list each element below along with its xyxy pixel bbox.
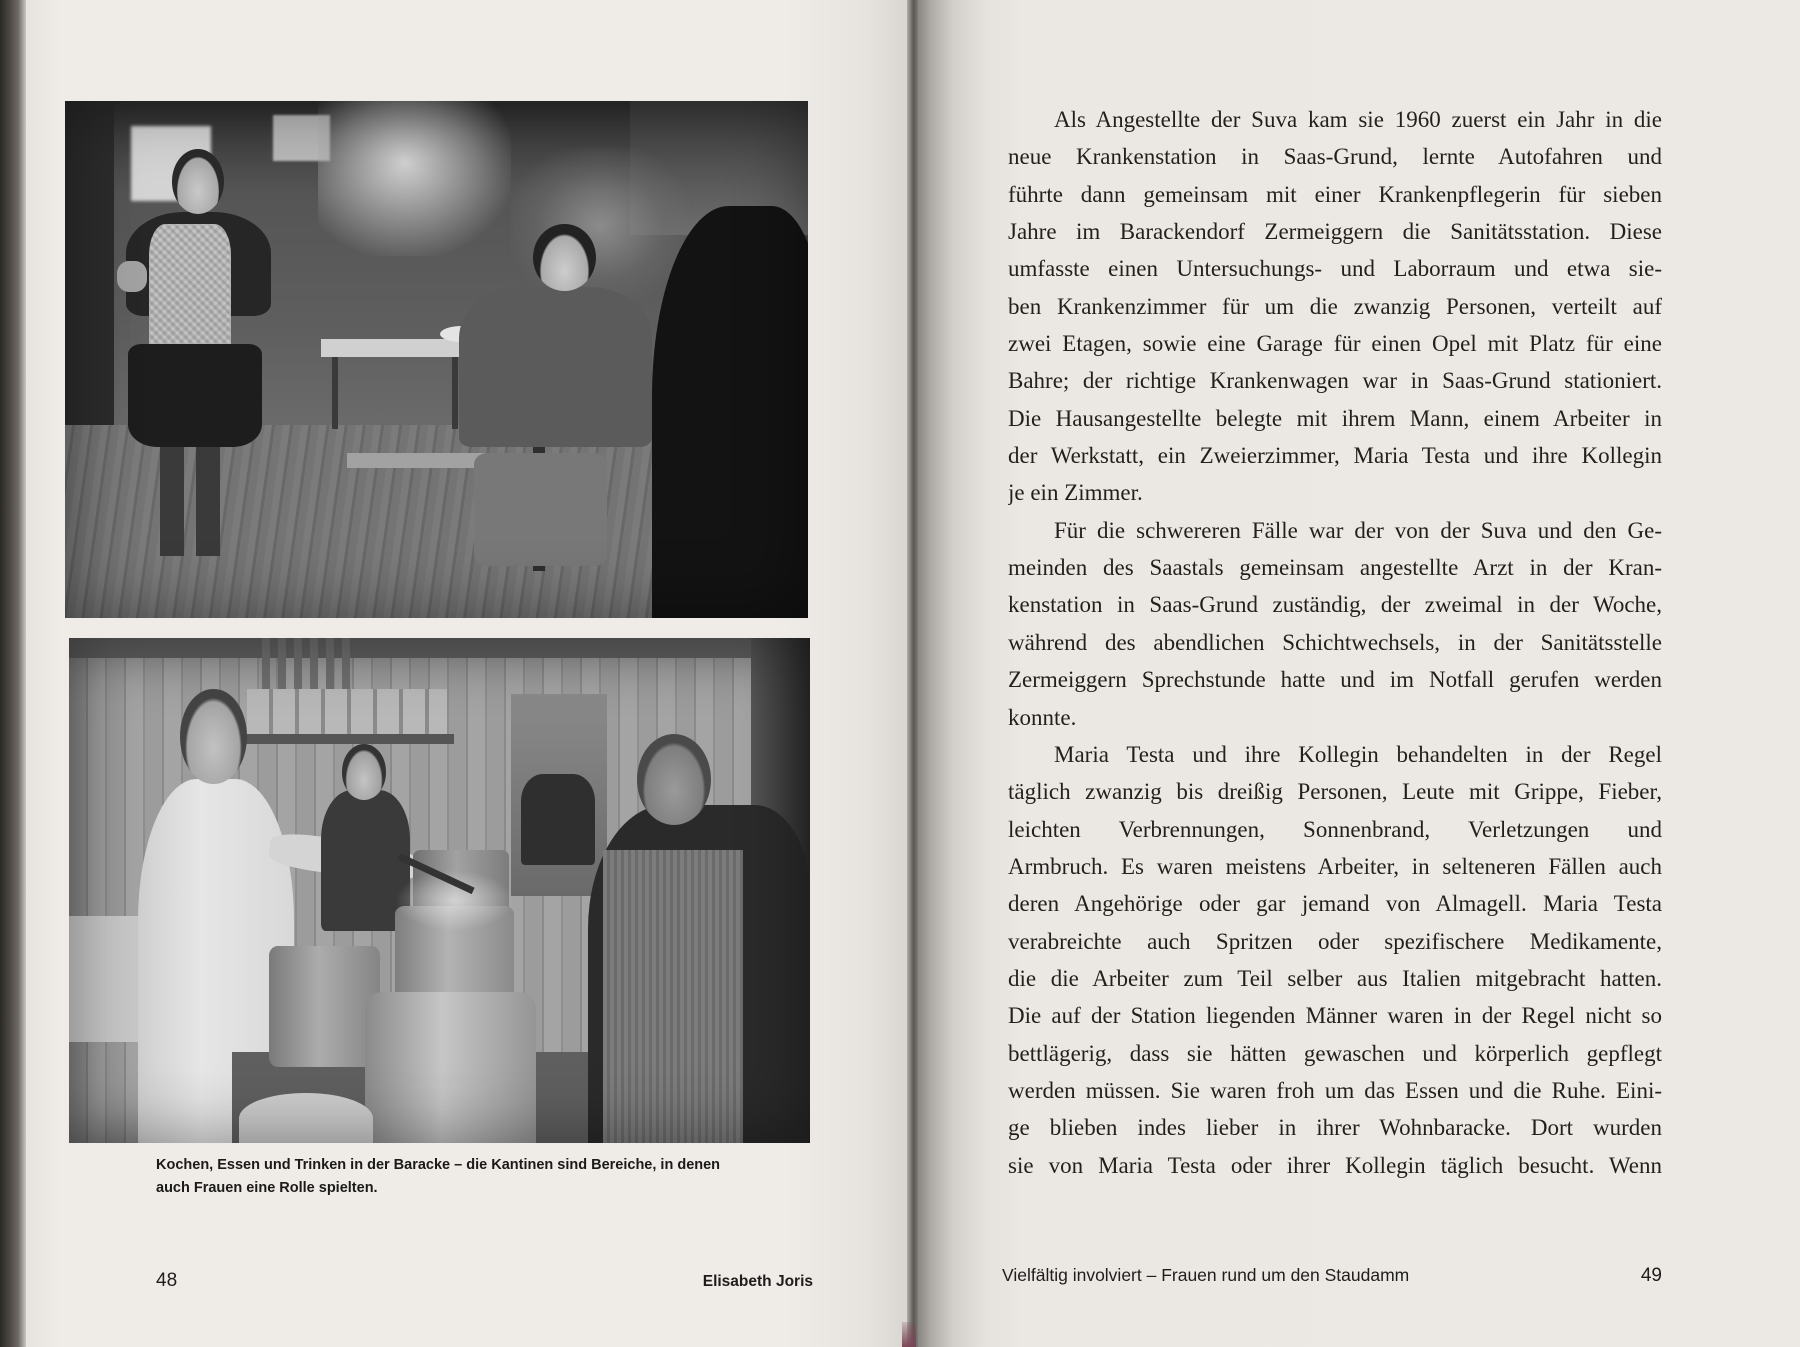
text-line: Bahre; der richtige Krankenwagen war in Saas-Grund stationiert. bbox=[1008, 368, 1662, 394]
left-page-footer bbox=[156, 1270, 813, 1292]
text-line: bettlägerig, dass sie hätten gewaschen und körperlich gepflegt bbox=[1008, 1040, 1662, 1066]
page-number-left: 48 bbox=[156, 1270, 178, 1291]
text-line: zwei Etagen, sowie eine Garage für einen Opel mit Platz für eine bbox=[1008, 331, 1662, 357]
text-line: der Werkstatt, ein Zweierzimmer, Maria Testa und ihre Kollegin bbox=[1008, 443, 1662, 469]
text-line: leichten Verbrennungen, Sonnenbrand, Verletzungen und bbox=[1008, 816, 1662, 842]
text-line: sie von Maria Testa oder ihrer Kollegin täglich besucht. Wenn bbox=[1008, 1152, 1662, 1178]
body-text bbox=[1008, 101, 1662, 1184]
text-line: umfasste einen Untersuchungs- und Laborraum und etwa sie- bbox=[1008, 256, 1662, 282]
text-line: Armbruch. Es waren meistens Arbeiter, in selteneren Fällen auch bbox=[1008, 853, 1662, 879]
text-line: täglich zwanzig bis dreißig Personen, Leute mit Grippe, Fieber, bbox=[1008, 779, 1662, 805]
text-line: verabreichte auch Spritzen oder spezifischere Medikamente, bbox=[1008, 928, 1662, 954]
text-line: ben Krankenzimmer für um die zwanzig Personen, verteilt auf bbox=[1008, 293, 1662, 319]
text-line: werden müssen. Sie waren froh um das Essen und die Ruhe. Eini- bbox=[1008, 1077, 1662, 1103]
paragraph bbox=[1008, 512, 1662, 736]
text-line: Maria Testa und ihre Kollegin behandelten in der Regel bbox=[1054, 741, 1662, 767]
text-line: ge blieben indes lieber in ihrer Wohnbaracke. Dort wurden bbox=[1008, 1115, 1662, 1141]
running-head: Vielfältig involviert – Frauen rund um den Staudamm bbox=[1002, 1265, 1410, 1285]
text-line: neue Krankenstation in Saas-Grund, lernte Autofahren und bbox=[1008, 144, 1662, 170]
book-block-edge bbox=[0, 0, 26, 1347]
bookmark-ribbon bbox=[902, 1322, 916, 1347]
text-line: Für die schwereren Fälle war der von der Suva und den Ge- bbox=[1054, 517, 1662, 543]
photo-caption bbox=[156, 1154, 816, 1200]
author-name: Elisabeth Joris bbox=[702, 1273, 813, 1290]
text-line: Zermeiggern Sprechstunde hatte und im Notfall gerufen werden bbox=[1008, 667, 1662, 693]
text-line: meinden des Saastals gemeinsam angestellte Arzt in der Kran- bbox=[1008, 555, 1662, 581]
photo2-vignette bbox=[69, 638, 810, 1143]
photo-canteen bbox=[65, 101, 808, 618]
text-line: führte dann gemeinsam mit einer Krankenpflegerin für sieben bbox=[1008, 181, 1662, 207]
page-number-right: 49 bbox=[1640, 1265, 1662, 1286]
text-line: die die Arbeiter zum Teil selber aus Italien mitgebracht hatten. bbox=[1008, 965, 1662, 991]
text-line: kenstation in Saas-Grund zuständig, der zweimal in der Woche, bbox=[1008, 592, 1662, 618]
right-page-footer bbox=[1002, 1265, 1662, 1287]
text-line: deren Angehörige oder gar jemand von Almagell. Maria Testa bbox=[1008, 891, 1662, 917]
caption-line: auch Frauen eine Rolle spielten. bbox=[156, 1180, 378, 1196]
paragraph bbox=[1008, 736, 1662, 1184]
paragraph bbox=[1008, 101, 1662, 512]
caption-line: Kochen, Essen und Trinken in der Baracke – die Kantinen sind Bereiche, in denen bbox=[156, 1157, 721, 1173]
text-line: konnte. bbox=[1008, 704, 1077, 730]
text-line: Als Angestellte der Suva kam sie 1960 zuerst ein Jahr in die bbox=[1054, 107, 1662, 132]
text-line: Die auf der Station liegenden Männer waren in der Regel nicht so bbox=[1008, 1003, 1662, 1029]
photo1-vignette bbox=[65, 101, 808, 618]
text-line: je ein Zimmer. bbox=[1008, 480, 1143, 506]
book-gutter bbox=[907, 0, 918, 1347]
text-line: Die Hausangestellte belegte mit ihrem Mann, einem Arbeiter in bbox=[1008, 405, 1662, 431]
text-line: Jahre im Barackendorf Zermeiggern die Sanitätsstation. Diese bbox=[1008, 219, 1662, 245]
photo-kitchen bbox=[69, 638, 810, 1143]
text-line: während des abendlichen Schichtwechsels, in der Sanitätsstelle bbox=[1008, 629, 1662, 655]
